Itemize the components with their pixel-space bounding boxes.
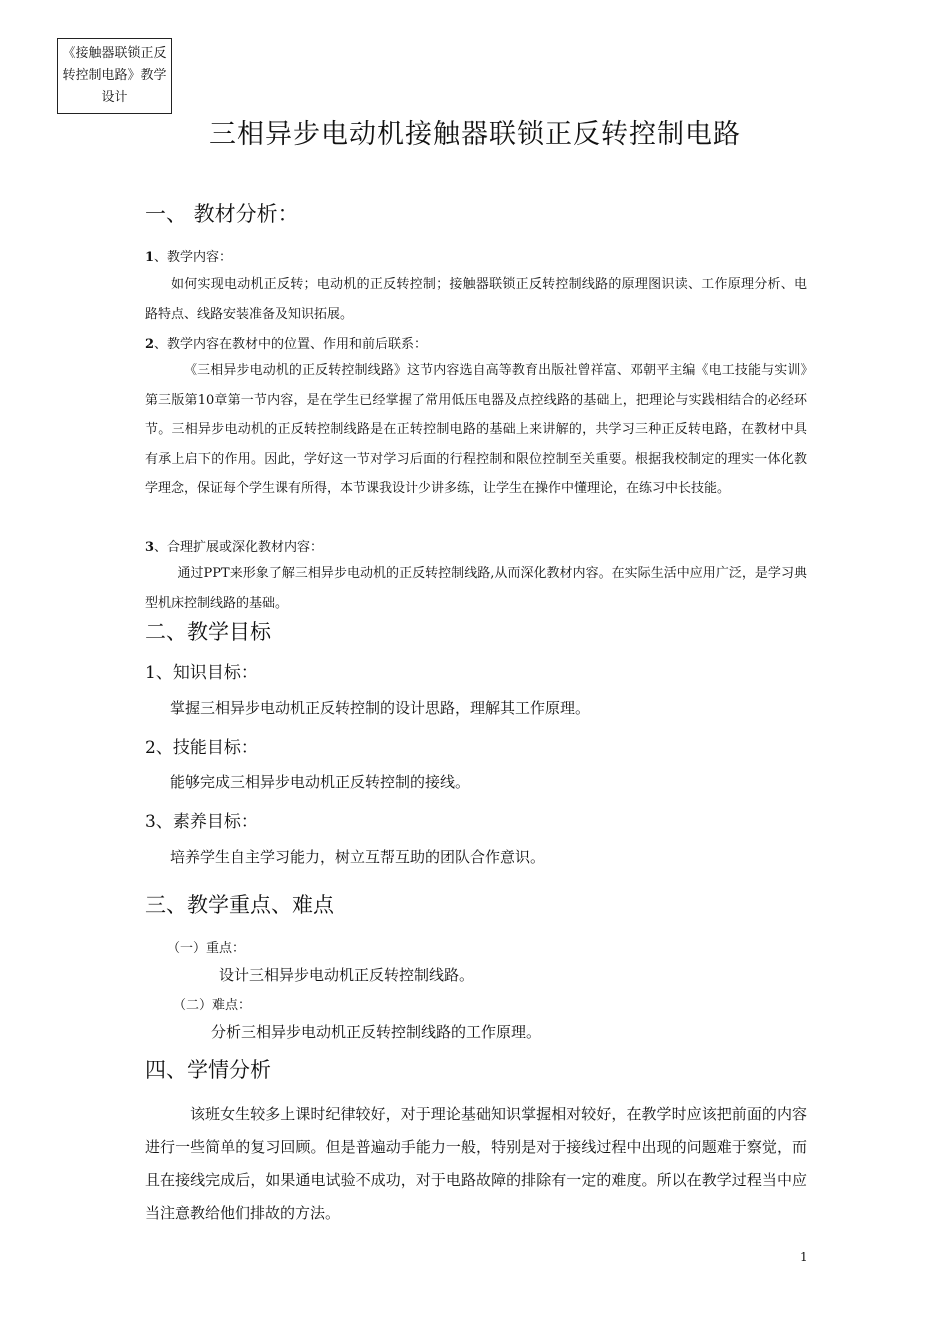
skill-goal-label: 2、技能目标：: [145, 738, 258, 758]
knowledge-goal-label: 1、知识目标：: [145, 663, 258, 683]
section4-text: 该班女生较多上课时纪律较好，对于理论基础知识掌握相对较好，在教学时应该把前面的内容进行一些简单的复习回顾。但是普遍动手能力一般，特别是对于接线过程中出现的问题难于察觉，而且在接线完成后，如果通电试验不成功，对于电路故障的排除有一定的难度。所以在教学过程当中应当注意教给他们排故的方法。: [145, 1105, 807, 1222]
key-point-label: （一）重点：: [167, 941, 246, 956]
literacy-goal-text: 培养学生自主学习能力，树立互帮互助的团队合作意识。: [170, 848, 546, 866]
section1-item3-text: 通过PPT来形象了解三相异步电动机的正反转控制线路,从而深化教材内容。在实际生活中应用广泛，是学习典型机床控制线路的基础。: [145, 566, 807, 611]
section1-item1-label: 1、教学内容：: [145, 250, 233, 265]
section2-heading: 二、教学目标: [145, 620, 271, 644]
difficult-point-text: 分析三相异步电动机正反转控制线路的工作原理。: [211, 1023, 542, 1041]
page-number: 1: [800, 1250, 808, 1264]
knowledge-goal-text: 掌握三相异步电动机正反转控制的设计思路，理解其工作原理。: [170, 699, 591, 717]
literacy-goal-label: 3、素养目标：: [145, 812, 258, 832]
page-title: 三相异步电动机接触器联锁正反转控制电路: [209, 119, 741, 150]
section1-item2-label: 2、教学内容在教材中的位置、作用和前后联系：: [145, 337, 428, 352]
document-tag-box: [57, 38, 172, 114]
section1-item1-text: 如何实现电动机正反转；电动机的正反转控制；接触器联锁正反转控制线路的原理图识读、工作原理分析、电路特点、线路安装准备及知识拓展。: [145, 277, 807, 322]
section1-heading: 一、 教材分析：: [145, 202, 299, 226]
section4-heading: 四、学情分析: [145, 1058, 271, 1082]
section1-item2-text: 《三相异步电动机的正反转控制线路》这节内容选自高等教育出版社曾祥富、邓朝平主编《电工技能与实训》第三版第10章第一节内容，是在学生已经掌握了常用低压电器及点控线路的基础上，把理论与实践相结合的必经环节。三相异步电动机的正反转控制线路是在正转控制电路的基础上来讲解的，共学习三种正反转电路，在教材中具有承上启下的作用。因此，学好这一节对学习后面的行程控制和限位控制至关重要。根据我校制定的理实一体化教学理念，保证每个学生课有所得，本节课我设计少讲多练，让学生在操作中懂理论，在练习中长技能。: [145, 363, 807, 496]
section1-item3-label: 3、合理扩展或深化教材内容：: [145, 540, 324, 555]
skill-goal-text: 能够完成三相异步电动机正反转控制的接线。: [170, 773, 471, 791]
document-tag-text: 《接触器联锁正反转控制电路》教学设计: [62, 46, 167, 105]
key-point-text: 设计三相异步电动机正反转控制线路。: [219, 966, 475, 984]
difficult-point-label: （二）难点：: [173, 998, 252, 1013]
section3-heading: 三、教学重点、难点: [145, 893, 334, 917]
